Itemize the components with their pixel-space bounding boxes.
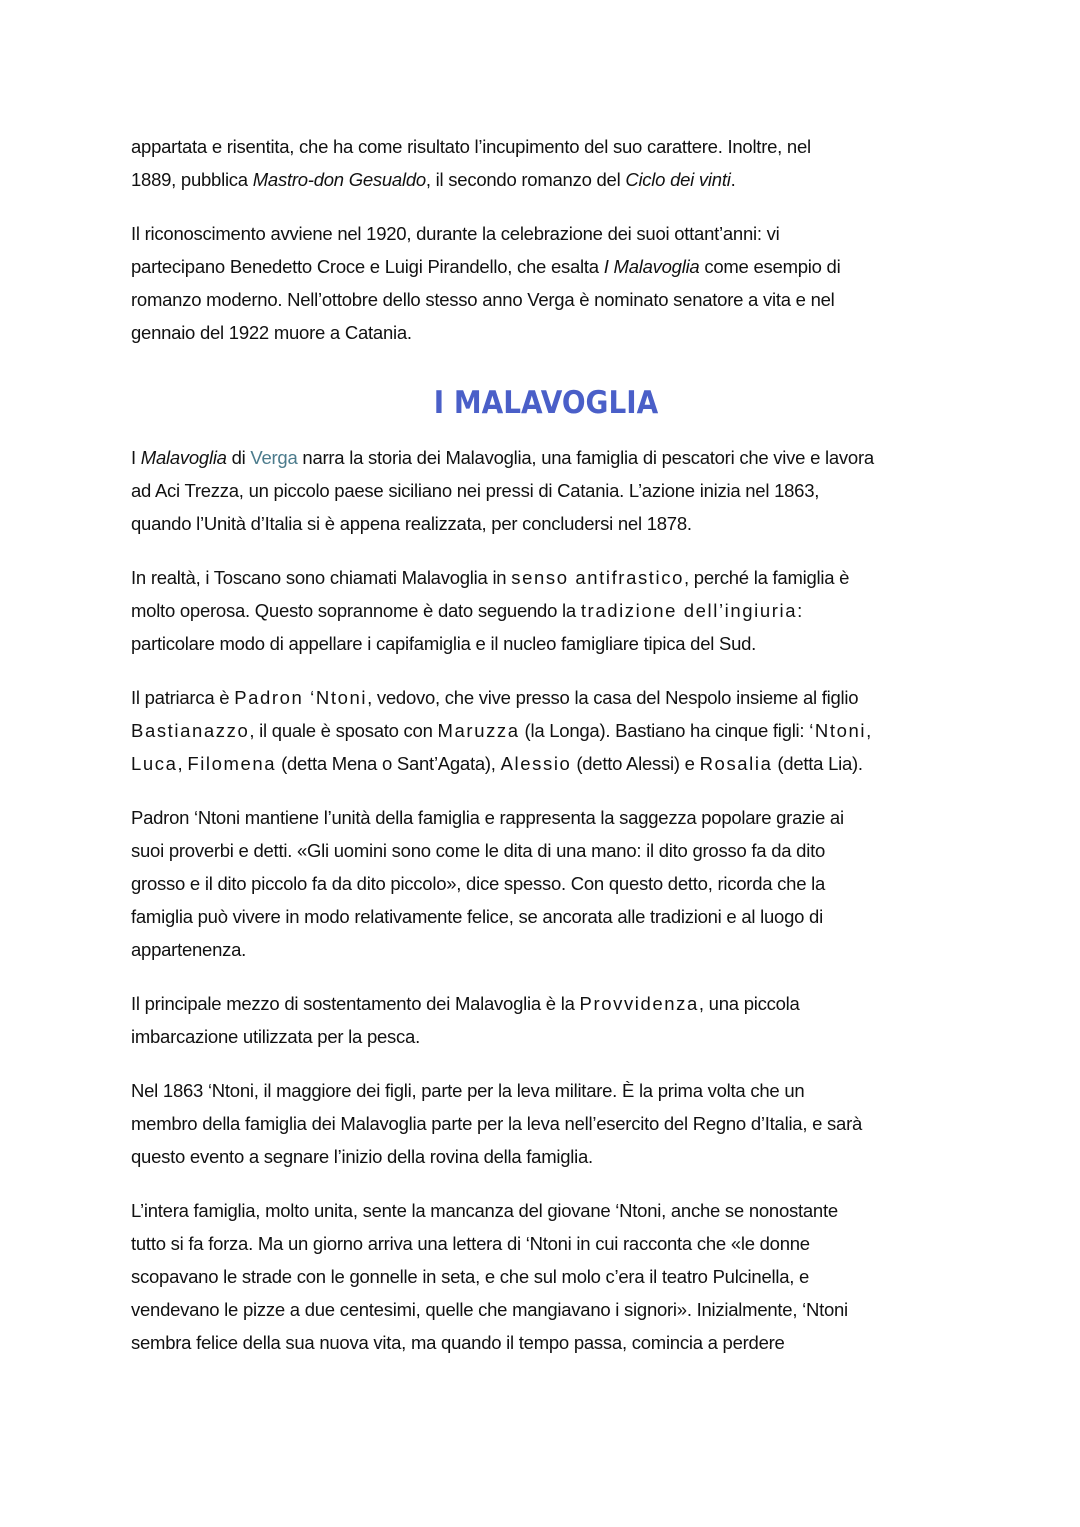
text-line: [131, 163, 961, 196]
paragraph: [131, 801, 961, 966]
text-line: [131, 867, 961, 900]
text-line: [131, 1194, 961, 1227]
text-run: romanzo moderno. Nell’ottobre dello stesso anno Verga è nominato senatore a vita e nel: [131, 289, 835, 310]
text-run: ,: [866, 720, 871, 741]
italic-text: Ciclo dei vinti: [625, 169, 731, 190]
text-run: , una piccola: [698, 993, 800, 1014]
text-line: [131, 316, 961, 349]
spaced-text: ‘Ntoni: [809, 720, 867, 741]
text-line: [131, 1020, 961, 1053]
text-run: (la Longa). Bastiano ha cinque figli:: [519, 720, 810, 741]
spaced-text: tradizione dell’ingiuria: [580, 600, 798, 621]
text-line: [131, 1293, 961, 1326]
text-run: molto operosa. Questo soprannome è dato seguendo la: [131, 600, 581, 621]
text-run: vendevano le pizze a due centesimi, quelle che mangiavano i signori». Inizialmente, ‘Ntoni: [131, 1299, 848, 1320]
text-run: (detta Lia).: [772, 753, 863, 774]
text-line: [131, 250, 961, 283]
text-run: Il riconoscimento avviene nel 1920, durante la celebrazione dei suoi ottant’anni: vi: [131, 223, 780, 244]
text-run: sembra felice della sua nuova vita, ma quando il tempo passa, comincia a perdere: [131, 1332, 785, 1353]
text-line: [131, 987, 961, 1020]
text-line: [131, 283, 961, 316]
text-run: I: [131, 447, 141, 468]
paragraph: [131, 987, 961, 1053]
paragraph: [131, 217, 961, 349]
text-run: ,: [177, 753, 188, 774]
paragraph: [131, 681, 961, 780]
paragraph: [131, 1194, 961, 1359]
text-run: L’intera famiglia, molto unita, sente la mancanza del giovane ‘Ntoni, anche se nonostante: [131, 1200, 838, 1221]
text-run: .: [730, 169, 736, 190]
text-line: [131, 747, 961, 780]
spaced-text: Alessio: [500, 753, 572, 774]
text-line: [131, 1107, 961, 1140]
text-line: [131, 834, 961, 867]
spaced-text: Luca: [131, 753, 178, 774]
spaced-text: Padron ‘Ntoni: [234, 687, 368, 708]
text-run: famiglia può vivere in modo relativamente felice, se ancorata alle tradizioni e al luogo di: [131, 906, 823, 927]
text-run: particolare modo di appellare i capifamiglia e il nucleo famigliare tipica del Sud.: [131, 633, 757, 654]
section-malavoglia: [131, 441, 961, 1359]
text-run: , vedovo, che vive presso la casa del Nespolo insieme al figlio: [367, 687, 859, 708]
link-text[interactable]: Verga: [250, 447, 298, 468]
text-line: [131, 1326, 961, 1359]
text-line: [131, 130, 961, 163]
text-line: [131, 217, 961, 250]
text-run: suoi proverbi e detti. «Gli uomini sono come le dita di una mano: il dito grosso fa da dito: [131, 840, 826, 861]
text-line: [131, 1227, 961, 1260]
spaced-text: Bastianazzo: [131, 720, 250, 741]
paragraph: [131, 561, 961, 660]
text-run: grosso e il dito piccolo fa da dito piccolo», dice spesso. Con questo detto, ricorda che la: [131, 873, 826, 894]
text-run: quando l’Unità d’Italia si è appena realizzata, per concludersi nel 1878.: [131, 513, 692, 534]
text-line: [131, 474, 961, 507]
text-run: (detto Alessi) e: [571, 753, 700, 774]
spaced-text: Provvidenza: [579, 993, 699, 1014]
text-run: come esempio di: [699, 256, 841, 277]
text-line: [131, 561, 961, 594]
text-line: [131, 441, 961, 474]
text-run: di: [226, 447, 251, 468]
text-run: Il patriarca è: [131, 687, 235, 708]
text-run: , il quale è sposato con: [249, 720, 438, 741]
text-run: Nel 1863 ‘Ntoni, il maggiore dei figli, parte per la leva militare. È la prima volta che un: [131, 1080, 805, 1101]
spaced-text: senso antifrastico: [511, 567, 684, 588]
text-run: Il principale mezzo di sostentamento dei Malavoglia è la: [131, 993, 580, 1014]
text-line: [131, 1260, 961, 1293]
text-run: scopavano le strade con le gonnelle in seta, e che sul molo c’era il teatro Pulcinella, e: [131, 1266, 810, 1287]
section-intro: [131, 130, 961, 349]
text-line: [131, 1140, 961, 1173]
spaced-text: Rosalia: [699, 753, 773, 774]
text-run: questo evento a segnare l’inizio della rovina della famiglia.: [131, 1146, 593, 1167]
paragraph: [131, 1074, 961, 1173]
text-run: , perché la famiglia è: [684, 567, 850, 588]
text-run: appartata e risentita, che ha come risultato l’incupimento del suo carattere. Inoltre, nel: [131, 136, 811, 157]
text-line: [131, 681, 961, 714]
text-line: [131, 1074, 961, 1107]
paragraph: [131, 441, 961, 540]
text-line: [131, 627, 961, 660]
text-run: :: [797, 600, 803, 621]
text-line: [131, 507, 961, 540]
text-run: imbarcazione utilizzata per la pesca.: [131, 1026, 420, 1047]
text-run: appartenenza.: [131, 939, 247, 960]
italic-text: Mastro-don Gesualdo: [252, 169, 426, 190]
paragraph: [131, 130, 961, 196]
text-line: [131, 714, 961, 747]
spaced-text: Maruzza: [437, 720, 520, 741]
spaced-text: Filomena: [187, 753, 277, 774]
text-line: [131, 801, 961, 834]
text-run: narra la storia dei Malavoglia, una famiglia di pescatori che vive e lavora: [297, 447, 874, 468]
text-run: ad Aci Trezza, un piccolo paese siciliano nei pressi di Catania. L’azione inizia nel 1863,: [131, 480, 820, 501]
italic-text: I Malavoglia: [603, 256, 700, 277]
text-run: partecipano Benedetto Croce e Luigi Pirandello, che esalta: [131, 256, 604, 277]
text-run: (detta Mena o Sant’Agata),: [276, 753, 501, 774]
document-page: [131, 130, 961, 1380]
text-run: , il secondo romanzo del: [425, 169, 626, 190]
text-line: [131, 900, 961, 933]
text-run: tutto si fa forza. Ma un giorno arriva una lettera di ‘Ntoni in cui racconta che «le donne: [131, 1233, 810, 1254]
text-run: In realtà, i Toscano sono chiamati Malavoglia in: [131, 567, 512, 588]
text-run: 1889, pubblica: [131, 169, 253, 190]
text-run: membro della famiglia dei Malavoglia parte per la leva nell’esercito del Regno d’Italia, e sarà: [131, 1113, 863, 1134]
text-run: Padron ‘Ntoni mantiene l’unità della famiglia e rappresenta la saggezza popolare grazie ai: [131, 807, 844, 828]
text-line: [131, 933, 961, 966]
italic-text: Malavoglia: [140, 447, 227, 468]
text-line: [131, 594, 961, 627]
section-heading: I MALAVOGLIA: [433, 385, 659, 421]
text-run: gennaio del 1922 muore a Catania.: [131, 322, 412, 343]
